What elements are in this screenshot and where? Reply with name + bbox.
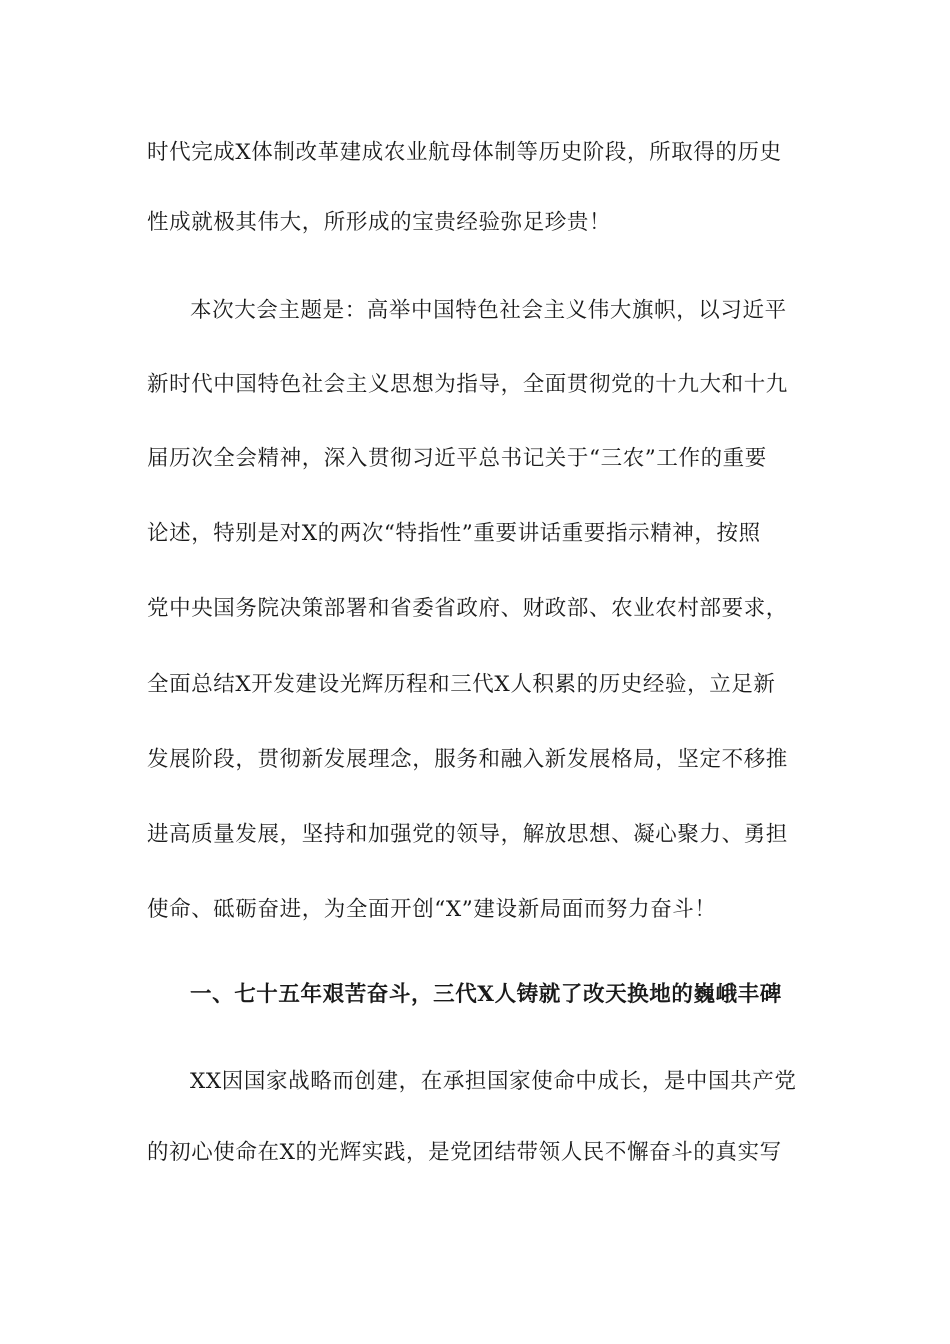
paragraph-line: 党中央国务院决策部署和省委省政府、财政部、农业农村部要求， bbox=[147, 596, 788, 621]
paragraph-line: 的初心使命在X的光辉实践，是党团结带领人民不懈奋斗的真实写 bbox=[147, 1140, 782, 1165]
paragraph-line: 全面总结X开发建设光辉历程和三代X人积累的历史经验，立足新 bbox=[147, 672, 776, 697]
paragraph-line: 本次大会主题是：高举中国特色社会主义伟大旗帜，以习近平 bbox=[190, 298, 787, 323]
section-heading: 一、七十五年艰苦奋斗，三代X人铸就了改天换地的巍峨丰碑 bbox=[190, 982, 782, 1007]
paragraph-line: 新时代中国特色社会主义思想为指导，全面贯彻党的十九大和十九 bbox=[147, 372, 788, 397]
paragraph-line: 论述，特别是对X的两次“特指性”重要讲话重要指示精神，按照 bbox=[147, 521, 761, 546]
paragraph-line: 时代完成X体制改革建成农业航母体制等历史阶段，所取得的历史 bbox=[147, 140, 782, 165]
paragraph-line: 性成就极其伟大，所形成的宝贵经验弥足珍贵！ bbox=[147, 210, 612, 235]
paragraph-line: XX因国家战略而创建，在承担国家使命中成长，是中国共产党 bbox=[190, 1069, 797, 1094]
paragraph-line: 使命、砥砺奋进，为全面开创“X”建设新局面而努力奋斗！ bbox=[147, 897, 717, 922]
paragraph-line: 届历次全会精神，深入贯彻习近平总书记关于“三农”工作的重要 bbox=[147, 446, 767, 471]
paragraph-line: 进高质量发展，坚持和加强党的领导，解放思想、凝心聚力、勇担 bbox=[147, 822, 788, 847]
paragraph-line: 发展阶段，贯彻新发展理念，服务和融入新发展格局，坚定不移推 bbox=[147, 747, 788, 772]
